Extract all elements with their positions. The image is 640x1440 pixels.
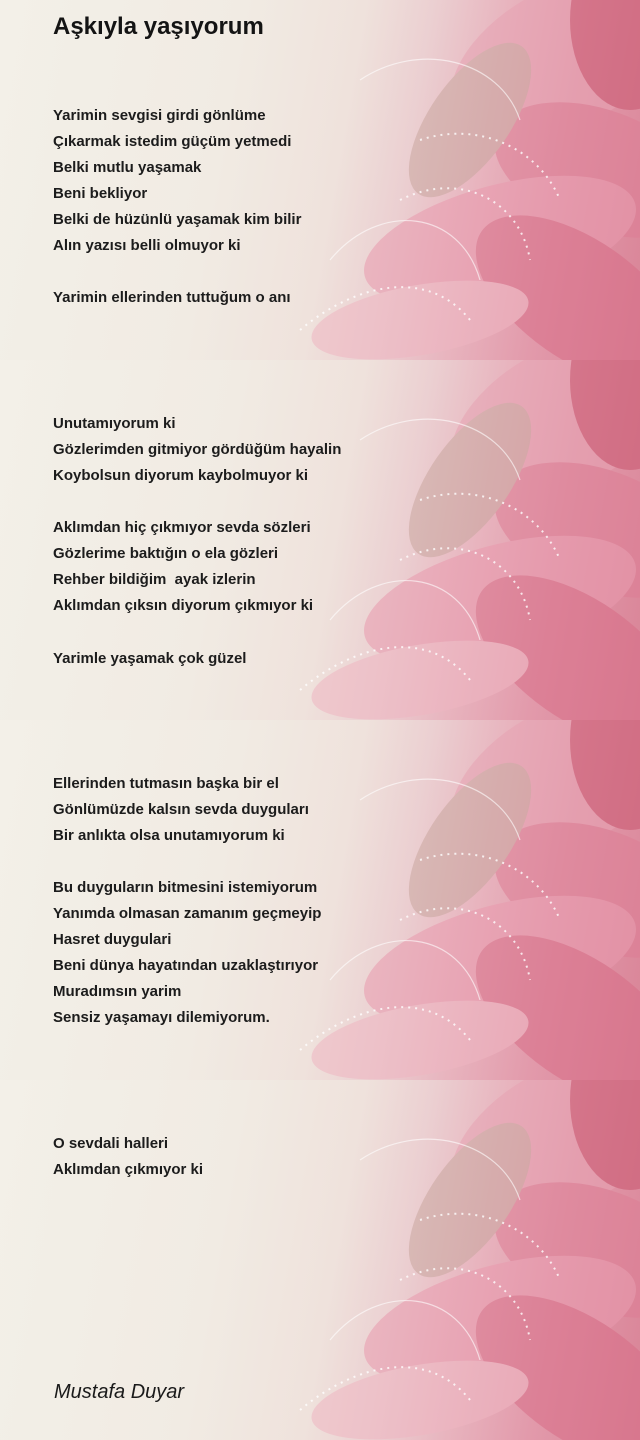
stanza [53,1131,203,1183]
stanza [53,646,246,672]
poem-line: Çıkarmak istedim güçüm yetmedi [53,133,292,150]
poem-line: Sensiz yaşamayı dilemiyorum. [53,1009,270,1026]
stanza [53,103,301,259]
stanza [53,515,313,619]
poem-line: Belki de hüzünlü yaşamak kim bilir [53,211,302,228]
poem-line: O sevdali halleri [53,1135,169,1152]
stanza [53,875,321,1031]
poem-line: Hasret duygulari [53,931,172,948]
poem-line: Yarimle yaşamak çok güzel [53,650,247,667]
poem-line: Unutamıyorum ki [53,415,176,432]
poem-line: Belki mutlu yaşamak [53,159,202,176]
poem-line: Muradımsın yarim [53,983,182,1000]
stanza [53,771,309,849]
poem-title: Aşkıyla yaşıyorum [53,13,264,40]
poem-line: Beni bekliyor [53,185,148,202]
poem-line: Alın yazısı belli olmuyor ki [53,237,241,254]
poem-line: Yarimin ellerinden tuttuğum o anı [53,289,291,306]
stanza [53,411,341,489]
poem-line: Aklımdan çıkmıyor ki [53,1161,204,1178]
poem-line: Bir anlıkta olsa unutamıyorum ki [53,827,285,844]
stanza [53,285,291,311]
poem-line: Aklımdan çıksın diyorum çıkmıyor ki [53,597,314,614]
poem-line: Gözlerime baktığın o ela gözleri [53,545,279,562]
poem-author: Mustafa Duyar [54,1381,185,1403]
poem-line: Ellerinden tutmasın başka bir el [53,775,279,792]
poem-line: Koybolsun diyorum kaybolmuyor ki [53,467,309,484]
poem-line: Aklımdan hiç çıkmıyor sevda sözleri [53,519,311,536]
poem-line: Yarimin sevgisi girdi gönlüme [53,107,266,124]
poem-line: Gönlümüzde kalsın sevda duyguları [53,801,309,818]
poem-line: Beni dünya hayatından uzaklaştırıyor [53,957,319,974]
poem-line: Yanımda olmasan zamanım geçmeyip [53,905,322,922]
poem-line: Rehber bildiğim ayak izlerin [53,571,256,588]
poem-line: Gözlerimden gitmiyor gördüğüm hayalin [53,441,342,458]
poem-line: Bu duyguların bitmesini istemiyorum [53,879,318,896]
